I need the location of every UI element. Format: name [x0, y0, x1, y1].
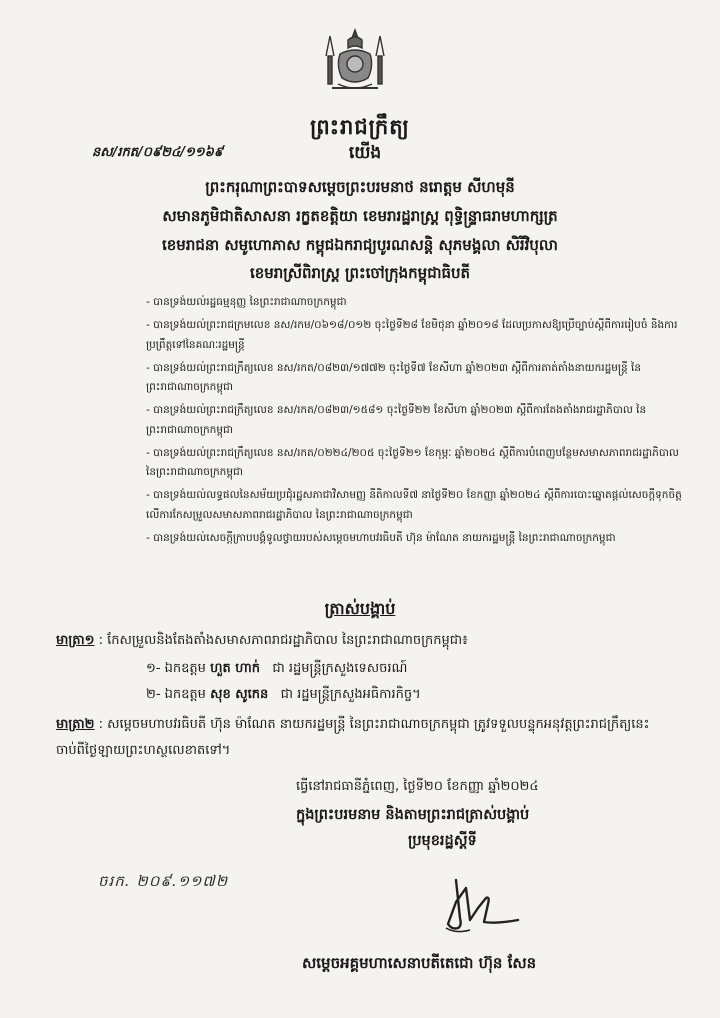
member-role: ជា រដ្ឋមន្ត្រីក្រសួងទេសចរណ៍	[272, 661, 408, 676]
member-number: ២- ឯកឧត្តម	[146, 687, 206, 702]
member-name: ហួត ហាក់	[210, 661, 260, 676]
preamble-item: - បានទ្រង់យល់ព្រះរាជក្រឹត្យលេខ នស/រកត/០២២៤/២០៥ ចុះថ្ងៃទី២១ ខែកុម្ភៈ ឆ្នាំ២០២៤ ស្តីពីការបំពេញបន្ថែមសមាសភាពរាជរដ្ឋាភិបាល នៃព្រះរាជាណាចក្រកម្ពុជា	[146, 446, 679, 479]
preamble-item: - បានទ្រង់យល់ព្រះរាជក្រឹត្យលេខ នស/រកត/០៨២៣/១៥៨១ ចុះថ្ងៃទី២២ ខែសីហា ឆ្នាំ២០២៣ ស្តីពីការតែងតាំងរាជរដ្ឋាភិបាល នៃព្រះរាជាណាចក្រកម្ពុជា	[146, 404, 647, 436]
article-1-text: : កែសម្រួលនិងតែងតាំងសមាសភាពរាជរដ្ឋាភិបាល នៃព្រះរាជាណាចក្រកម្ពុជា៖	[94, 633, 468, 648]
signature-icon	[426, 868, 522, 938]
preamble-item: - បានទ្រង់យល់លទ្ធផលនៃសម័យប្រជុំរដ្ឋសភាជាវិសាមញ្ញ នីតិកាលទី៧ នាថ្ងៃទី២០ ខែកញ្ញា ឆ្នាំ២០២៤ ស្តីពីការបោះឆ្នោតផ្តល់សេចក្តីទុកចិត្តលើការកែសម្រួលសមាសភាពរាជរដ្ឋាភិបាល នៃព្រះរាជាណាចក្រកម្ពុជា	[146, 489, 682, 521]
member-number: ១- ឯកឧត្តម	[146, 661, 206, 676]
article-1-label: មាត្រា១	[56, 633, 95, 648]
member-row	[146, 686, 421, 705]
royal-emblem-icon	[318, 26, 392, 96]
member-name: សុខ សូកេន	[210, 687, 269, 702]
preamble-item: - បានទ្រង់យល់ព្រះរាជក្រមលេខ នស/រកម/០៦១៨/០១២ ចុះថ្ងៃទី២៨ ខែមិថុនា ឆ្នាំ២០១៨ ដែលប្រកាសឱ្យប្រើច្បាប់ស្តីពីការរៀបចំ និងការប្រព្រឹត្តទៅនៃគណៈរដ្ឋមន្ត្រី	[146, 318, 678, 351]
place-and-date: ធ្វើនៅរាជធានីភ្នំពេញ, ថ្ងៃទី២០ ខែកញ្ញា ឆ្នាំ២០២៤	[296, 779, 539, 794]
section-title: ត្រាស់បង្គាប់	[324, 599, 396, 618]
closing-line-1: ក្នុងព្រះបរមនាម និងតាមព្រះរាជត្រាស់បង្គាប់	[296, 806, 530, 823]
member-role: ជា រដ្ឋមន្ត្រីក្រសួងអធិការកិច្ច។	[280, 687, 421, 702]
decree-title: ព្រះរាជក្រឹត្យ	[310, 114, 410, 139]
preamble-item: - បានទ្រង់យល់រដ្ឋធម្មនុញ្ញ នៃព្រះរាជាណាចក្រកម្ពុជា	[146, 296, 347, 308]
article-1	[56, 628, 676, 654]
king-title-line-3: ខេមរាជនា សមូហោភាស កម្ពុជឯករាជ្យបូរណសន្តិ សុភមង្គលា សិរីវិបុលា	[162, 236, 558, 254]
preamble-item: - បានទ្រង់យល់ព្រះរាជក្រឹត្យលេខ នស/រកត/០៨២៣/១៧៧២ ចុះថ្ងៃទី៧ ខែសីហា ឆ្នាំ២០២៣ ស្តីពីការតាត់តាំងនាយករដ្ឋមន្ត្រី នៃព្រះរាជាណាចក្រកម្ពុជា	[146, 361, 642, 394]
decree-reference-number: នស/រកត/០៩២៤/១១៦៩	[92, 145, 224, 160]
article-2	[56, 712, 676, 764]
article-2-label: មាត្រា២	[56, 717, 95, 732]
handwritten-reference: ចរក. ២០៩.១១៧២	[98, 872, 229, 890]
yeung-heading: យើង	[348, 143, 382, 163]
preamble-item: - បានទ្រង់យល់សេចក្តីក្រាបបង្គំទូលថ្វាយរបស់សម្តេចមហាបវរធិបតី ហ៊ុន ម៉ាណែត នាយករដ្ឋមន្ត្រី នៃព្រះរាជាណាចក្រកម្ពុជា	[146, 531, 616, 544]
king-title-line-1: ព្រះករុណាព្រះបាទសម្តេចព្រះបរមនាថ នរោត្តម សីហមុនី	[205, 178, 515, 196]
king-title-line-2: សមានភូមិជាតិសាសនា រក្ខតខត្តិយា ខេមរារដ្ឋរាស្ត្រ ពុទ្ធិន្ទ្រាធរាមហាក្សត្រ	[162, 207, 558, 225]
member-row	[146, 660, 407, 679]
closing-line-2: ប្រមុខរដ្ឋស្តីទី	[408, 832, 477, 849]
preamble-list	[146, 293, 686, 552]
king-title-line-4: ខេមរាស្រីពិរាស្ត្រ ព្រះចៅក្រុងកម្ពុជាធិបតី	[249, 264, 471, 282]
article-2-text: : សម្តេចមហាបវរធិបតី ហ៊ុន ម៉ាណែត នាយករដ្ឋមន្ត្រី នៃព្រះរាជាណាចក្រកម្ពុជា ត្រូវទទួលបន្ទុកអនុវត្តព្រះរាជក្រឹត្យនេះ ចាប់ពីថ្ងៃឡាយព្រះហស្ថលេខាតទៅ។	[56, 717, 650, 758]
signer-name: សម្តេចអគ្គមហាសេនាបតីតេជោ ហ៊ុន សែន	[302, 954, 537, 972]
